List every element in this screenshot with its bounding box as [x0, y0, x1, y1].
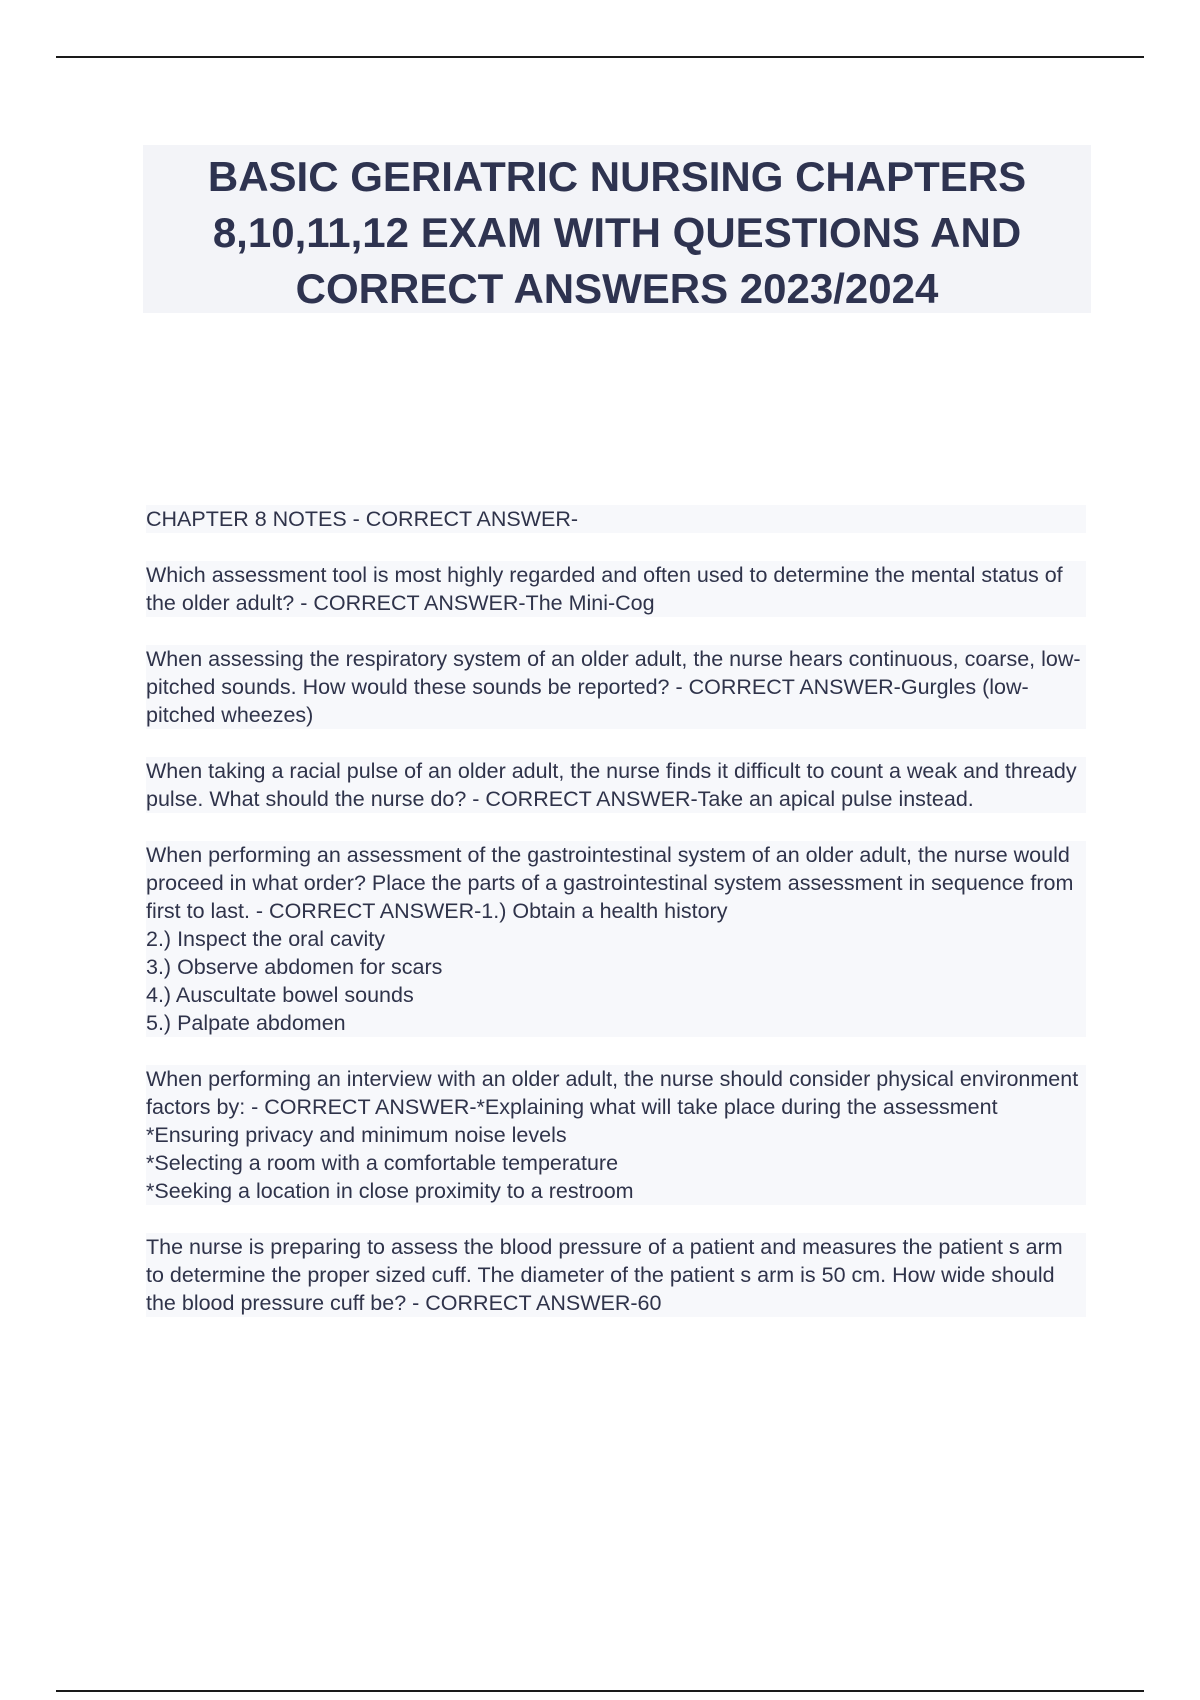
- qa-list-item: 2.) Inspect the oral cavity: [146, 927, 385, 951]
- chapter-heading: [146, 505, 1086, 533]
- qa-item: [146, 1233, 1086, 1317]
- qa-item: [146, 645, 1086, 729]
- qa-list-item: 5.) Palpate abdomen: [146, 1011, 346, 1035]
- qa-text: When performing an interview with an older adult, the nurse should consider physical environment factors by: - CORRECT ANSWER-*Explaining what will take place during the assessment: [146, 1067, 1085, 1119]
- document-body: [146, 505, 1086, 1345]
- qa-item: [146, 841, 1086, 1037]
- qa-list-item: *Selecting a room with a comfortable temperature: [146, 1151, 619, 1175]
- qa-list-item: *Seeking a location in close proximity to a restroom: [146, 1179, 634, 1203]
- bottom-rule: [56, 1690, 1144, 1692]
- document-title: BASIC GERIATRIC NURSING CHAPTERS 8,10,11,12 EXAM WITH QUESTIONS AND CORRECT ANSWERS 2023/2024: [207, 153, 1027, 312]
- top-rule: [56, 56, 1144, 58]
- qa-item: [146, 561, 1086, 617]
- qa-item: [146, 757, 1086, 813]
- qa-text: When taking a racial pulse of an older adult, the nurse finds it difficult to count a weak and thready pulse. What should the nurse do? - CORRECT ANSWER-Take an apical pulse instead.: [146, 759, 1083, 811]
- qa-item: [146, 1065, 1086, 1205]
- qa-text: Which assessment tool is most highly regarded and often used to determine the mental status of the older adult? - CORRECT ANSWER-The Mini-Cog: [146, 563, 1069, 615]
- qa-list-item: *Ensuring privacy and minimum noise levels: [146, 1123, 567, 1147]
- qa-list-item: 4.) Auscultate bowel sounds: [146, 983, 414, 1007]
- qa-text: The nurse is preparing to assess the blood pressure of a patient and measures the patient s arm to determine the proper sized cuff. The diameter of the patient s arm is 50 cm. How wide should the blood pressure cuff be? - CORRECT ANSWER-60: [146, 1235, 1069, 1315]
- qa-text: When assessing the respiratory system of an older adult, the nurse hears continuous, coarse, low-pitched sounds. How would these sounds be reported? - CORRECT ANSWER-Gurgles (low-pitched wheezes): [146, 647, 1081, 727]
- chapter-heading-text: CHAPTER 8 NOTES - CORRECT ANSWER-: [146, 507, 579, 531]
- qa-list-item: 3.) Observe abdomen for scars: [146, 955, 443, 979]
- qa-text: When performing an assessment of the gastrointestinal system of an older adult, the nurse would proceed in what order? Place the parts of a gastrointestinal system assessment in sequence from first to last. - CORRECT ANSWER-1.) Obtain a health history: [146, 843, 1080, 923]
